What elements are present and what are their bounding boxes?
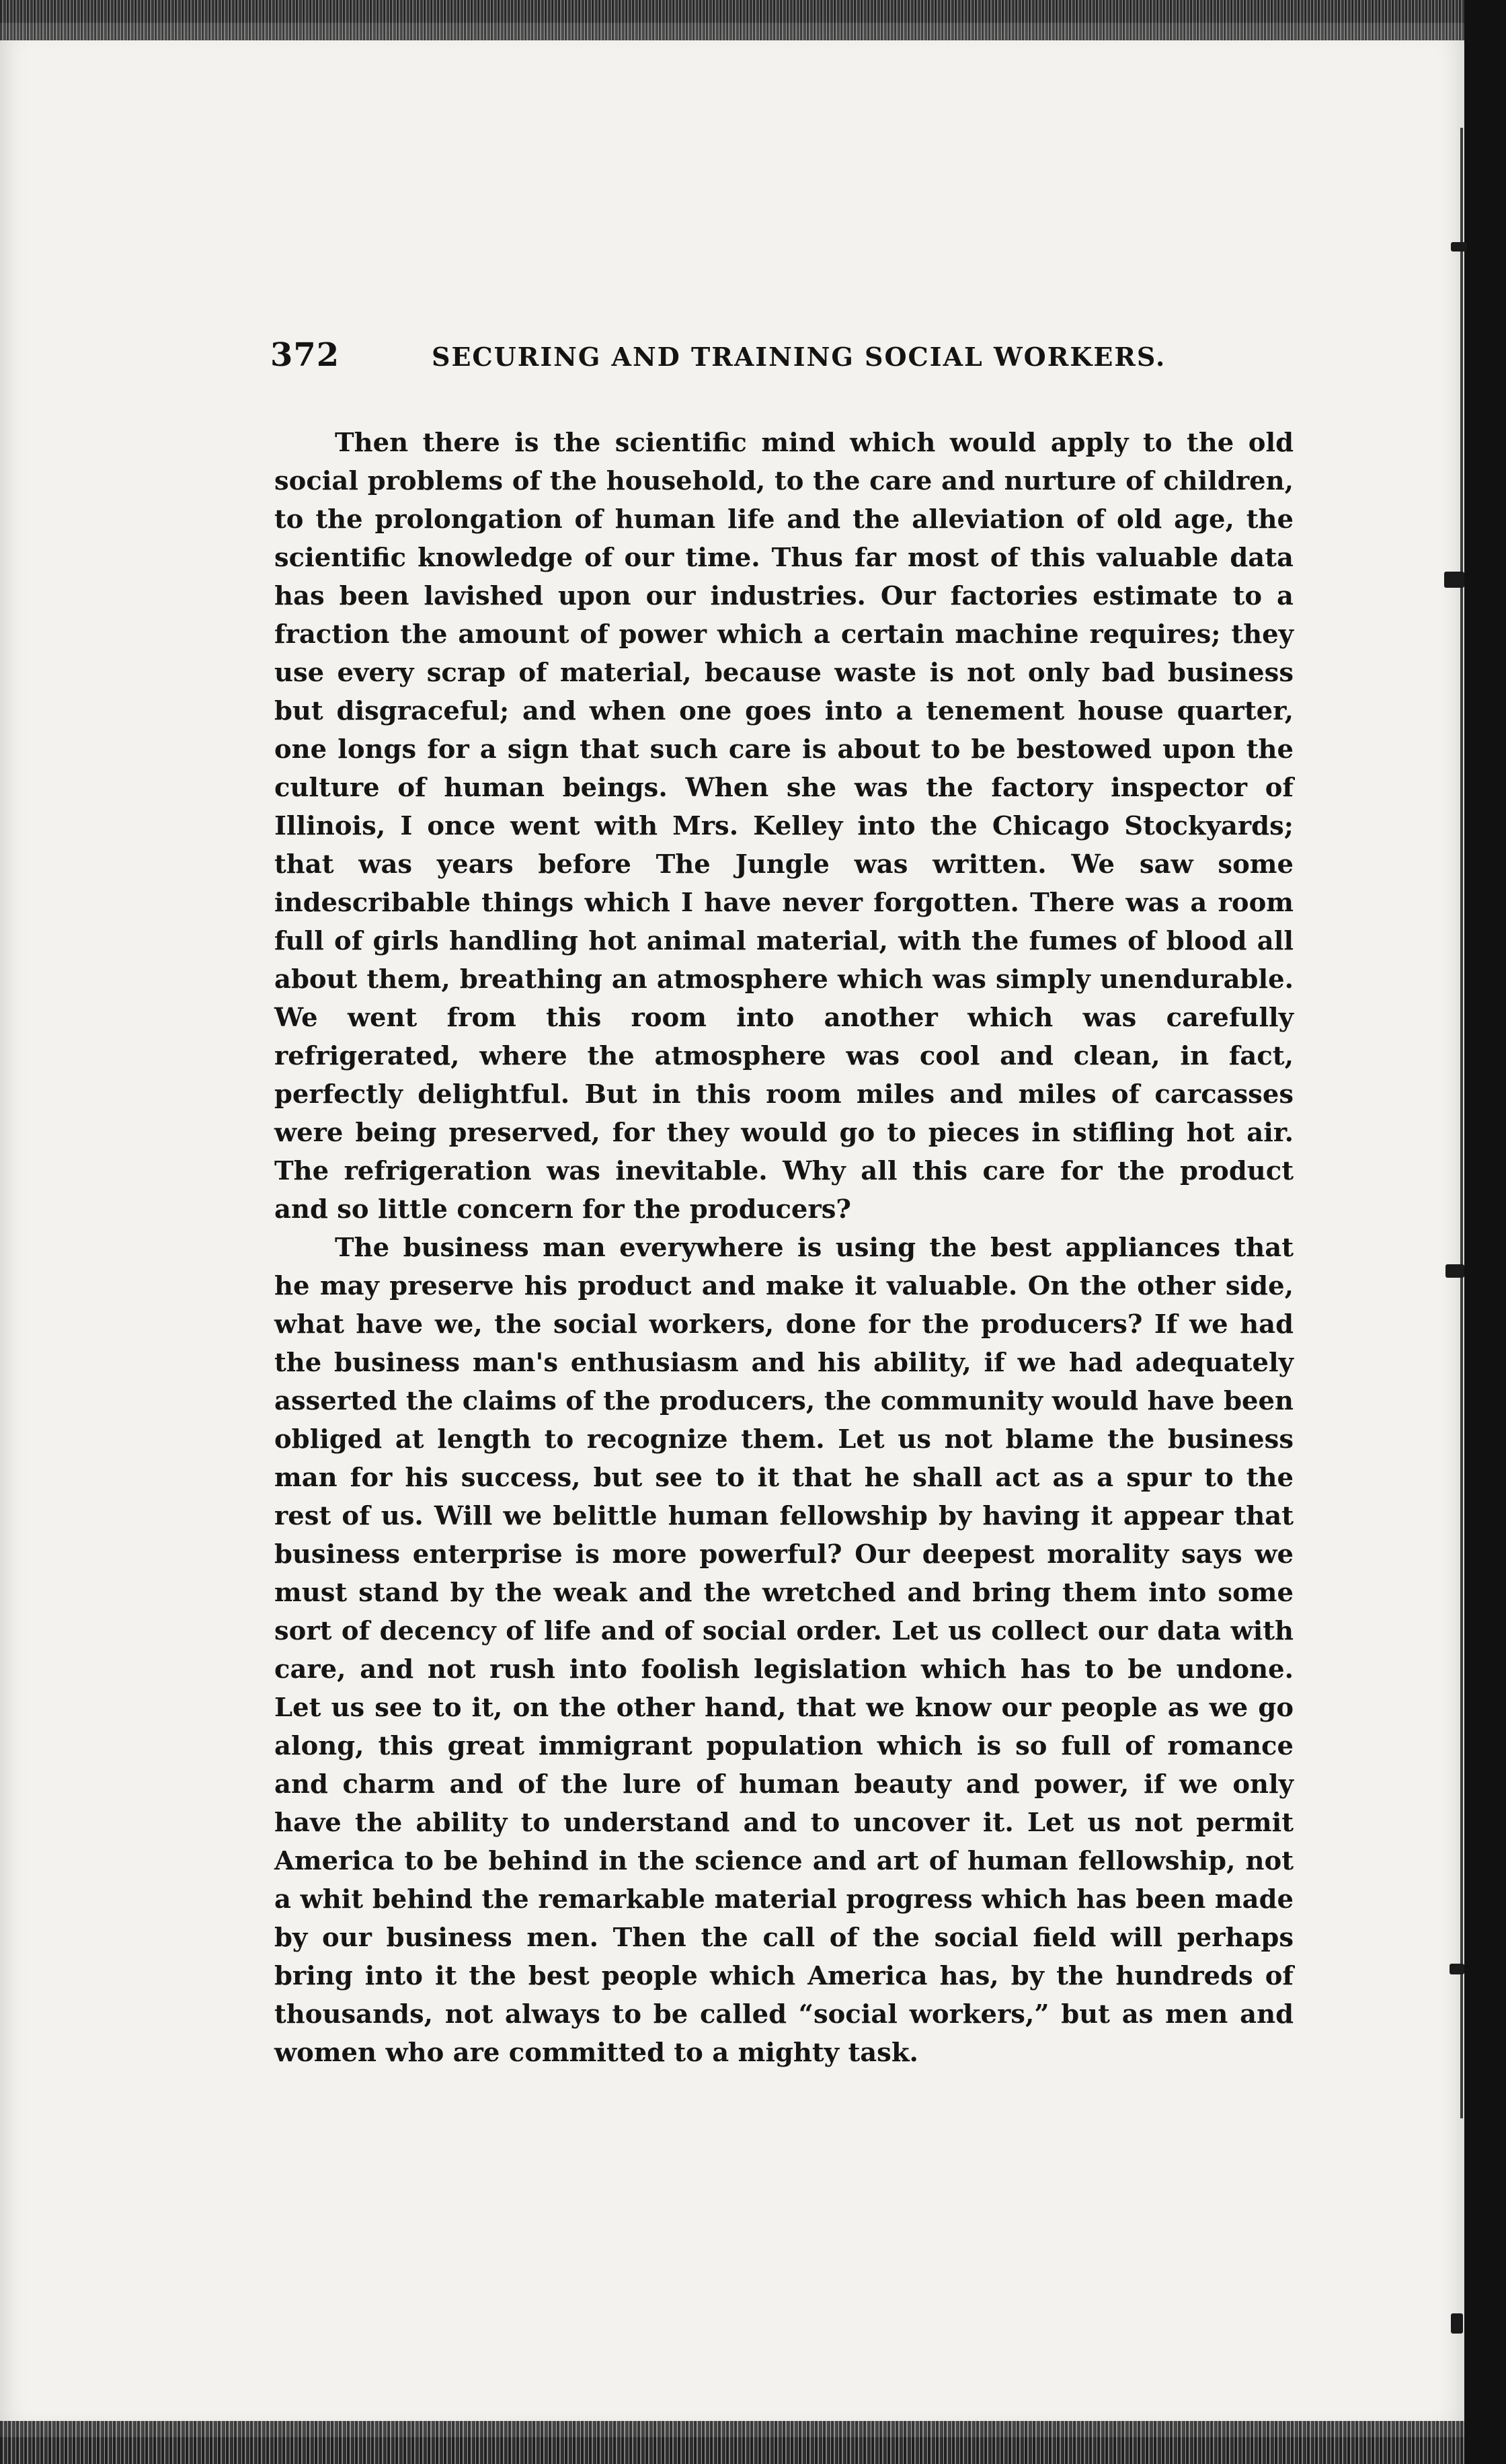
margin-mark	[1450, 1964, 1464, 1974]
right-scan-border	[1464, 0, 1506, 2464]
paragraph: Then there is the scientific mind which would apply to the old social problems of the household, to the care and nurture of children, to the prolongation of human life and the alleviation of old age, the scientific knowledge of our time. Thus far most of this valuable data has been lavished upon our industries. Our factories estimate to a fraction the amount of power which a certain machine requires; they use every scrap of material, because waste is not only bad business but disgraceful; and when one goes into a tenement house quarter, one longs for a sign that such care is about to be bestowed upon the culture of human beings. When she was the factory inspector of Illinois, I once went with Mrs. Kelley into the Chicago Stockyards; that was years before The Jungle was written. We saw some indescribable things which I have never forgotten. There was a room full of girls handling hot animal material, with the fumes of blood all about them, breathing an atmosphere which was simply unendurable. We went from this room into another which was carefully refrigerated, where the atmosphere was cool and clean, in fact, perfectly delightful. But in this room miles and miles of carcasses were being preserved, for they would go to pieces in stifling hot air. The refrigeration was inevitable. Why all this care for the product and so little concern for the producers?	[274, 428, 1294, 1225]
page-number: 372	[270, 336, 340, 374]
body-text	[274, 424, 1294, 2072]
running-head: SECURING AND TRAINING SOCIAL WORKERS.	[432, 342, 1166, 372]
margin-mark	[1451, 242, 1467, 252]
page-header	[270, 336, 1292, 383]
margin-mark	[1451, 2313, 1463, 2334]
bottom-scan-border	[0, 2421, 1506, 2464]
paragraph: The business man everywhere is using the best appliances that he may preserve his product and make it valuable. On the other side, what have we, the social workers, done for the producers? If we had the business man's enthusiasm and his ability, if we had adequately asserted the claims of the producers, the community would have been obliged at length to recognize them. Let us not blame the business man for his success, but see to it that he shall act as a spur to the rest of us. Will we belittle human fellowship by having it appear that business enterprise is more powerful? Our deepest morality says we must stand by the weak and the wretched and bring them into some sort of decency of life and of social order. Let us collect our data with care, and not rush into foolish legislation which has to be undone. Let us see to it, on the other hand, that we know our people as we go along, this great immigrant population which is so full of romance and charm and of the lure of human beauty and power, if we only have the ability to understand and to uncover it. Let us not permit America to be behind in the science and art of human fellowship, not a whit behind the remarkable material progress which has been made by our business men. Then the call of the social field will perhaps bring into it the best people which America has, by the hundreds of thousands, not always to be called “social workers,” but as men and women who are committed to a mighty task.	[274, 1233, 1294, 2068]
top-scan-border	[0, 0, 1506, 40]
binding-edge-line	[1460, 128, 1463, 2118]
margin-mark	[1444, 572, 1464, 588]
margin-mark	[1445, 1264, 1464, 1278]
